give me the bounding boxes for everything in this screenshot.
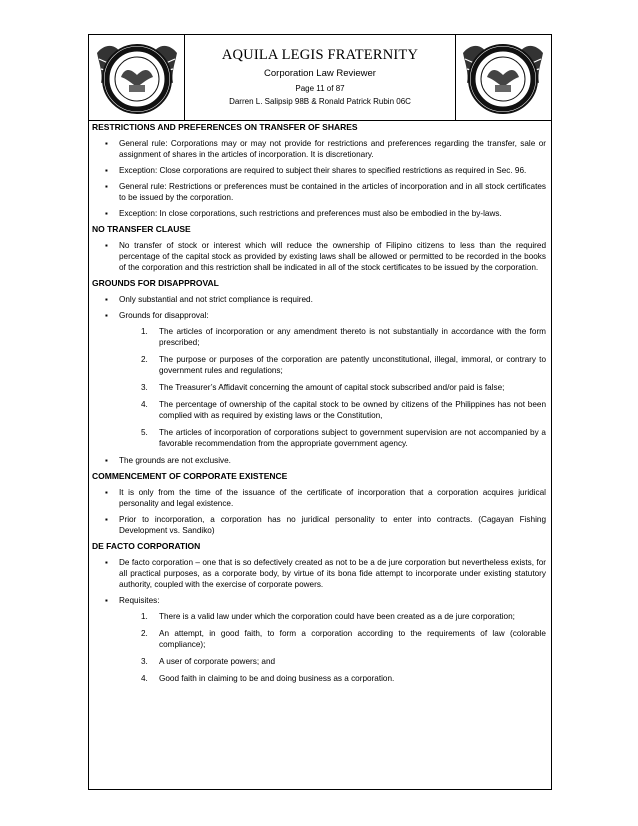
svg-text:1975: 1975 xyxy=(132,91,142,96)
numbered-list xyxy=(119,326,546,449)
numbered-item: 1. The articles of incorporation or any amendment thereto is not substantially in accordance with the form prescribed; xyxy=(141,327,546,347)
list-item: ▪ It is only from the time of the issuance of the certificate of incorporation that a corporation acquires juridical personality and legal existence. xyxy=(93,487,546,509)
numbered-item-text: An attempt, in good faith, to form a corporation according to the requirements of law (colorable compliance); xyxy=(159,629,546,649)
numbered-list xyxy=(119,611,546,684)
bullet-list xyxy=(93,138,546,219)
section-heading: COMMENCEMENT OF CORPORATE EXISTENCE xyxy=(92,471,288,481)
numbered-item-text: The articles of incorporation of corporations subject to government supervision are not accompanied by a favorable recommendation from the appropriate government agency. xyxy=(159,428,546,448)
list-item: ▪ De facto corporation – one that is so defectively created as not to be a de jure corporation but nevertheless exists, for all practical purposes, as a corporate body, by virtue of its bona fide attempt to incorporate under existing statutory authority, coupled with the exercise of corporate powers. xyxy=(93,557,546,590)
eagle-emblem-icon xyxy=(457,37,549,117)
authors: Darren L. Salipsip 98B & Ronald Patrick Rubin 06C xyxy=(229,97,411,106)
numbered-item: 4. The percentage of ownership of the capital stock to be owned by citizens of the Philippines has not been complied with as required by existing laws or the Constitution, xyxy=(141,400,546,420)
list-item: ▪ General rule: Restrictions or preferences must be contained in the articles of incorporation and in all stock certificates to be issued by the corporation. xyxy=(93,181,546,203)
doc-subtitle: Corporation Law Reviewer xyxy=(264,68,376,79)
section-heading: DE FACTO CORPORATION xyxy=(92,541,201,551)
numbered-item-text: A user of corporate powers; and xyxy=(159,657,276,666)
numbered-item-text: There is a valid law under which the corporation could have been created as a de jure corporation; xyxy=(159,612,515,621)
page-header xyxy=(89,35,551,121)
section-heading: NO TRANSFER CLAUSE xyxy=(92,224,191,234)
fraternity-logo-left xyxy=(91,37,183,117)
list-item-text: Grounds for disapproval: xyxy=(119,311,209,320)
doc-title: AQUILA LEGIS FRATERNITY xyxy=(221,47,419,63)
section-heading: GROUNDS FOR DISAPPROVAL xyxy=(92,278,219,288)
bullet-list xyxy=(93,294,546,466)
list-item xyxy=(93,595,546,684)
numbered-item: 2. The purpose or purposes of the corporation are patently unconstitutional, illegal, immoral, or contrary to government rules and regulations; xyxy=(141,355,546,375)
page-content xyxy=(93,122,546,690)
numbered-item-text: The purpose or purposes of the corporation are patently unconstitutional, illegal, immoral, or contrary to government rules and regulations; xyxy=(159,355,546,375)
list-item: ▪ General rule: Corporations may or may not provide for restrictions and preferences regarding the transfer, sale or assignment of shares in the articles of incorporation. It is discretionary. xyxy=(93,138,546,160)
list-item: ▪ Only substantial and not strict compliance is required. xyxy=(93,294,546,305)
numbered-item: 4. Good faith in claiming to be and doing business as a corporation. xyxy=(141,674,395,683)
eagle-emblem-icon xyxy=(91,37,183,117)
fraternity-logo-right xyxy=(457,37,549,117)
numbered-item: 2. An attempt, in good faith, to form a corporation according to the requirements of law (colorable compliance); xyxy=(141,629,546,649)
numbered-item-text: Good faith in claiming to be and doing business as a corporation. xyxy=(159,674,395,683)
list-item: ▪ The grounds are not exclusive. xyxy=(93,455,546,466)
bullet-list xyxy=(93,487,546,536)
list-item: ▪ No transfer of stock or interest which will reduce the ownership of Filipino citizens to less than the required percentage of the capital stock as provided by existing laws shall be allowed or permitted to be recorded in the books of the corporation and this restriction shall be indicated in all of the stock certificates to be issued by the corporation. xyxy=(93,240,546,273)
list-item: ▪ Exception: Close corporations are required to subject their shares to specified restrictions as required in Sec. 96. xyxy=(93,165,546,176)
list-item: ▪ Exception: In close corporations, such restrictions and preferences must also be embodied in the by-laws. xyxy=(93,208,546,219)
bullet-list xyxy=(93,240,546,273)
svg-text:1975: 1975 xyxy=(498,91,508,96)
numbered-item-text: The articles of incorporation or any amendment thereto is not substantially in accordance with the form prescribed; xyxy=(159,327,546,347)
numbered-item: 5. The articles of incorporation of corporations subject to government supervision are not accompanied by a favorable recommendation from the appropriate government agency. xyxy=(141,428,546,448)
numbered-item: 3. A user of corporate powers; and xyxy=(141,657,276,666)
page-number: Page 11 of 87 xyxy=(295,84,345,93)
numbered-item: 3. The Treasurer’s Affidavit concerning the amount of capital stock subscribed and/or paid is false; xyxy=(141,383,505,392)
list-item: ▪ Prior to incorporation, a corporation has no juridical personality to enter into contracts. (Cagayan Fishing Development vs. Sandiko) xyxy=(93,514,546,536)
list-item-text: Requisites: xyxy=(119,596,160,605)
document-page xyxy=(88,34,552,790)
bullet-list xyxy=(93,557,546,684)
numbered-item-text: The percentage of ownership of the capital stock to be owned by citizens of the Philippines has not been complied with as required by existing laws or the Constitution, xyxy=(159,400,546,420)
numbered-item: 1. There is a valid law under which the corporation could have been created as a de jure corporation; xyxy=(141,612,515,621)
list-item xyxy=(93,310,546,449)
section-heading: RESTRICTIONS AND PREFERENCES ON TRANSFER OF SHARES xyxy=(92,122,358,132)
header-center xyxy=(184,35,456,120)
numbered-item-text: The Treasurer’s Affidavit concerning the amount of capital stock subscribed and/or paid is false; xyxy=(159,383,505,392)
